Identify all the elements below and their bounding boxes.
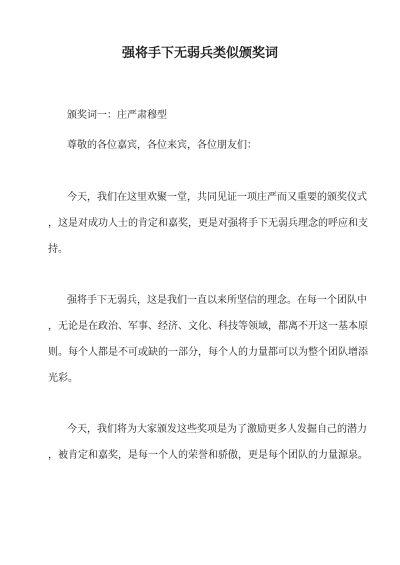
paragraph-2-line-2: ，无论是在政治、军事、经济、文化、科技等领域，都离不开这一基本原	[48, 321, 368, 332]
paragraph-3-line-2: ，被肯定和嘉奖，是每一个人的荣誉和骄傲，更是每个团队的力量源泉。	[48, 450, 368, 461]
document-title: 强将手下无弱兵类似颁奖词	[121, 46, 278, 61]
paragraph-3-line-1: 今天，我们将为大家颁发这些奖项是为了激励更多人发掘自己的潜力	[67, 424, 367, 435]
paragraph-1-line-1: 今天，我们在这里欢聚一堂，共同见证一项庄严而又重要的颁奖仪式	[67, 192, 367, 203]
paragraph-1-line-2: ，这是对成功人士的肯定和嘉奖，更是对强将手下无弱兵理念的呼应和支	[48, 218, 368, 229]
paragraph-2-line-4: 光彩。	[48, 373, 78, 384]
paragraph-1-line-3: 持。	[48, 244, 68, 255]
award-type-line: 颁奖词一：庄严肃穆型	[67, 110, 167, 121]
paragraph-2-line-1: 强将手下无弱兵，这是我们一直以来所坚信的理念。在每一个团队中	[67, 295, 367, 306]
paragraph-2-line-3: 则。每个人都是不可或缺的一部分，每个人的力量都可以为整个团队增添	[48, 347, 368, 358]
greeting-line: 尊敬的各位嘉宾，各位来宾，各位朋友们：	[67, 140, 257, 151]
